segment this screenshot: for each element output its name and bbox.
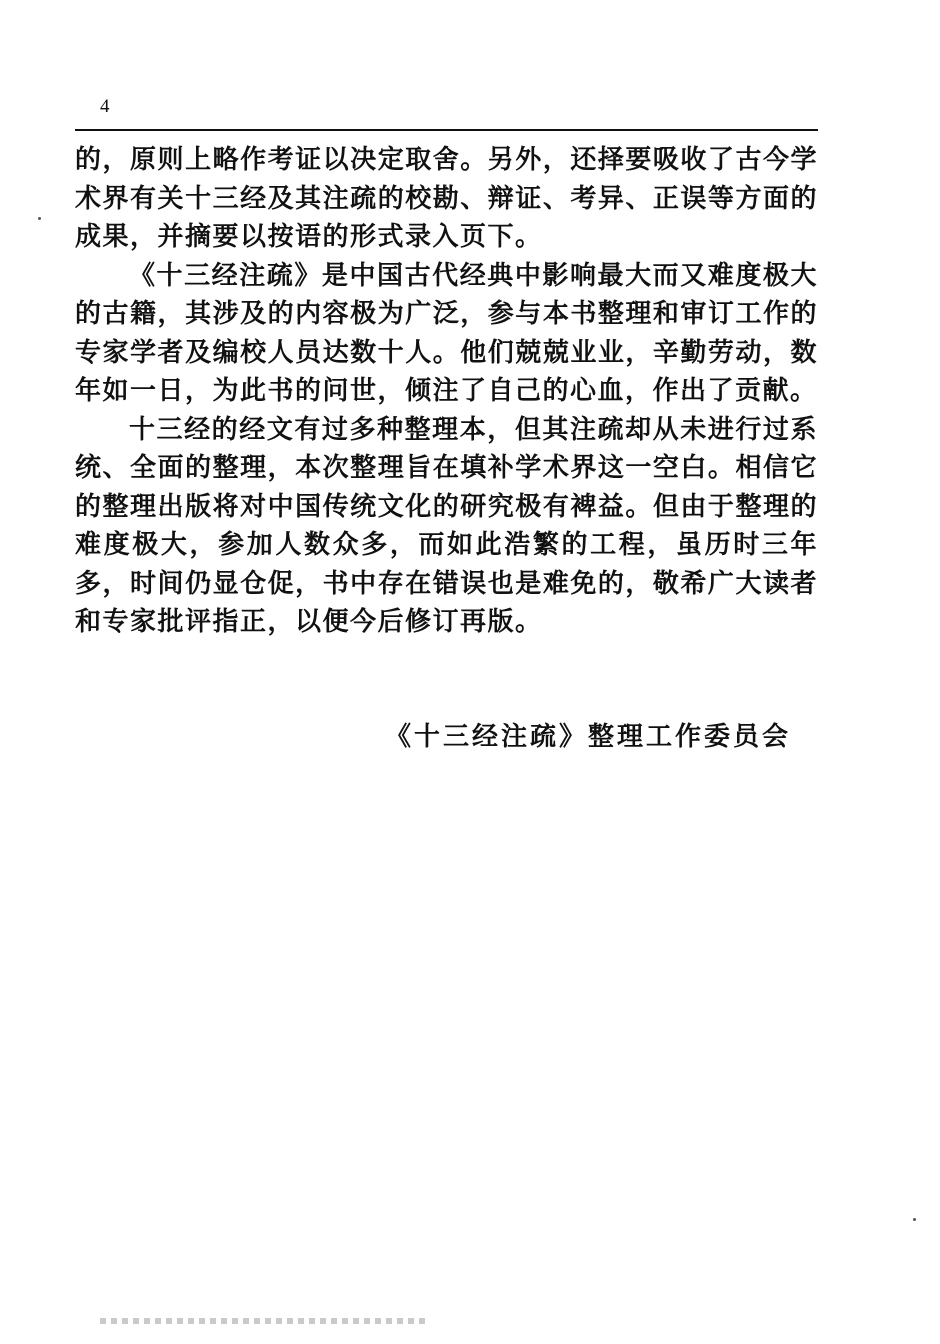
header-rule <box>75 129 818 131</box>
committee-signature: 《十三经注疏》整理工作委员会 <box>385 722 792 752</box>
page-number: 4 <box>100 96 110 117</box>
paragraph-closing: 十三经的经文有过多种整理本，但其注疏却从未进行过系统、全面的整理，本次整理旨在填补学术界这一空白。相信它的整理出版将对中国传统文化的研究极有裨益。但由于整理的难度极大，参加人数众多，而如此浩繁的工程，虽历时三年多，时间仍显仓促，书中存在错误也是难免的，敬希广大读者和专家批评指正，以便今后修订再版。 <box>75 414 818 637</box>
paragraph-significance: 《十三经注疏》是中国古代经典中影响最大而又难度极大的古籍，其涉及的内容极为广泛，参与本书整理和审订工作的专家学者及编校人员达数十人。他们兢兢业业，辛勤劳动，数年如一日，为此书的问世，倾注了自己的心血，作出了贡献。 <box>75 260 818 406</box>
scan-edge-artifact <box>100 1318 430 1324</box>
paragraph-continuation: 的，原则上略作考证以决定取舍。另外，还择要吸收了古今学术界有关十三经及其注疏的校勘、辩证、考异、正误等方面的成果，并摘要以按语的形式录入页下。 <box>75 145 818 252</box>
scan-speck <box>913 1218 916 1221</box>
scan-speck <box>38 217 41 220</box>
body-text <box>75 141 818 642</box>
